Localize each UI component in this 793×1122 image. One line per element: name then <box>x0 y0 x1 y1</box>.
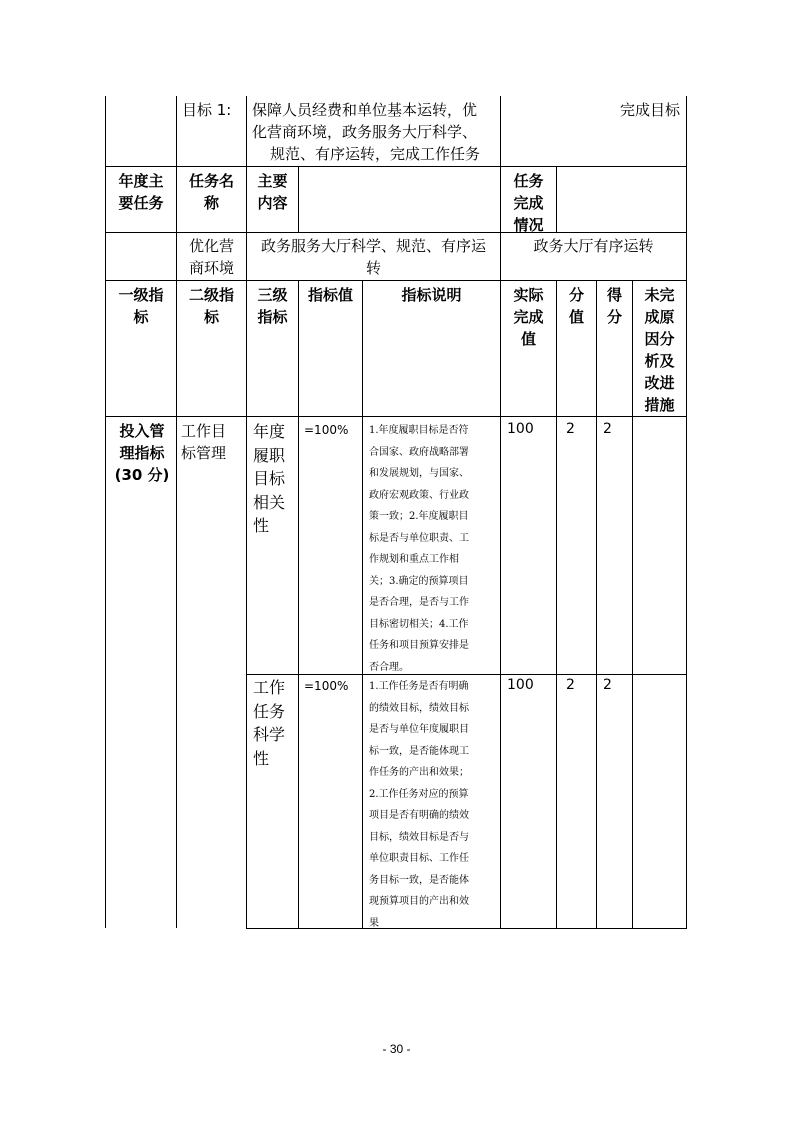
row2-level3-line: 科学 <box>253 725 286 744</box>
rule-right <box>686 96 687 928</box>
header-level2-line: 标 <box>203 308 219 326</box>
row1-description-line: 是否合理，是否与工作 <box>369 597 469 608</box>
row2-description-line: 是否与单位年度履职目 <box>369 724 469 735</box>
header-completion <box>501 170 556 236</box>
header-got <box>597 284 632 328</box>
row2-level3-line: 工作 <box>253 678 286 697</box>
row2-description-line: 的绩效目标，绩效目标 <box>369 702 469 714</box>
row2-description-line: 项目是否有明确的绩效 <box>369 810 469 821</box>
row1-level3-line: 性 <box>253 516 270 535</box>
row2-level3-line: 性 <box>253 748 270 768</box>
task-name-line: 商环境 <box>188 259 234 277</box>
row1-description-line: 和发展规划，与国家、 <box>369 468 469 479</box>
row1-level3 <box>253 420 297 538</box>
row1-description-line: 合国家、政府战略部署 <box>369 446 469 458</box>
row1-level3-line: 目标 <box>253 469 286 488</box>
row1-level2 <box>181 420 245 464</box>
header-actual-line: 完成 <box>513 308 544 326</box>
task-content-line: 政务服务大厅科学、规范、有序运 <box>260 237 486 255</box>
rule-ind-col6 <box>500 280 501 928</box>
header-completion-line: 任务 <box>513 172 544 190</box>
row1-level1-line: 投入管 <box>119 422 165 440</box>
task-completion: 政务大厅有序运转 <box>533 237 654 255</box>
rule-ind-col5 <box>362 280 363 928</box>
rule-left <box>105 96 106 928</box>
header-reason-line: 因分 <box>644 330 675 348</box>
header-actual-line: 实际 <box>513 286 544 304</box>
header-completion-line: 完成 <box>513 194 544 212</box>
header-level2 <box>177 284 246 328</box>
row2-description-line: 单位职责目标、工作任 <box>369 853 469 864</box>
header-completion-line: 情况 <box>513 216 544 234</box>
row1-level3-line: 履职 <box>253 445 286 465</box>
row1-actual: 100 <box>507 421 534 437</box>
goal-label: 目标 1: <box>182 101 232 119</box>
header-reason-line: 析及 <box>644 352 675 370</box>
rule-task-header-col <box>298 166 299 232</box>
header-main-content-line: 主要 <box>257 172 288 190</box>
header-score <box>557 284 596 328</box>
goal-content-line: 化营商环境，政务服务大厅科学、 <box>252 123 478 141</box>
row2-description-line: 现预算项目的产出和效 <box>369 896 469 907</box>
row2-got: 2 <box>603 677 612 693</box>
row2-description <box>369 676 500 934</box>
row1-level3-line: 相关 <box>253 492 286 512</box>
row2-value: =100% <box>304 679 349 693</box>
row1-description-line: 任务和项目预算安排是 <box>369 640 469 651</box>
row1-description-line: 政府宏观政策、行业政 <box>369 489 469 501</box>
header-actual <box>501 284 556 350</box>
row1-level1-line: (30 分) <box>114 466 170 484</box>
rule-ind-col4 <box>298 280 299 928</box>
header-level3-line: 三级 <box>257 286 288 304</box>
rule-goal-bottom <box>105 166 687 167</box>
row2-description-line: 1.工作任务是否有明确 <box>369 681 469 692</box>
header-level3 <box>247 284 298 328</box>
row2-description-line: 目标，绩效目标是否与 <box>369 831 469 843</box>
header-reason-line: 措施 <box>644 396 675 414</box>
row2-score: 2 <box>566 677 575 693</box>
header-reason-line: 成原 <box>644 308 675 326</box>
rule-task-header-col2 <box>556 166 557 232</box>
header-annual-task <box>107 170 175 214</box>
row1-got: 2 <box>603 421 612 437</box>
row1-value: =100% <box>304 423 349 437</box>
row2-description-line: 务目标一致，是否能体 <box>369 874 469 886</box>
rule-task-header-bottom <box>105 232 687 233</box>
rule-col3 <box>246 96 247 928</box>
row2-description-line: 2.工作任务对应的预算 <box>369 788 469 800</box>
goal-content-line: 保障人员经费和单位基本运转，优 <box>252 101 478 119</box>
row1-description-line: 策一致；2.年度履职目 <box>369 511 469 522</box>
row1-score: 2 <box>566 421 575 437</box>
rule-indicator-header-bottom <box>105 416 687 417</box>
row1-description-line: 1.年度履职目标是否符 <box>369 425 469 436</box>
header-got-line: 得 <box>606 286 622 304</box>
header-reason <box>633 284 686 416</box>
task-name <box>177 235 246 279</box>
row1-description-line: 标是否与单位职责、工 <box>369 532 469 544</box>
row2-description-line: 果 <box>369 917 379 929</box>
header-actual-line: 值 <box>520 330 536 348</box>
rule-ind-col8 <box>596 280 597 928</box>
row1-level1 <box>108 420 176 486</box>
header-reason-line: 改进 <box>644 374 675 392</box>
row2-actual: 100 <box>507 677 534 693</box>
header-level2-line: 二级指 <box>188 286 234 304</box>
row1-description-line: 作规划和重点工作相 <box>369 554 459 565</box>
header-level1 <box>107 284 175 328</box>
page-number: - 30 - <box>382 1042 411 1056</box>
goal-content <box>252 99 500 165</box>
task-content <box>247 235 500 279</box>
goal-content-line: 规范、有序运转，完成工作任务 <box>270 145 481 163</box>
header-score-line: 分 <box>568 286 584 304</box>
rule-ind-col7 <box>556 280 557 928</box>
row2-level3-line: 任务 <box>253 701 286 721</box>
header-task-name-line: 任务名 <box>188 172 234 190</box>
header-level3-line: 指标 <box>257 308 288 326</box>
header-task-name <box>177 170 246 214</box>
row1-level2-line: 工作目 <box>181 422 227 440</box>
row2-level3 <box>253 676 297 770</box>
header-level1-line: 标 <box>133 308 149 326</box>
header-task-name-line: 称 <box>203 194 219 212</box>
header-annual-task-line: 要任务 <box>118 194 164 212</box>
rule-task-row-bottom <box>105 280 687 281</box>
header-main-content-line: 内容 <box>257 194 288 212</box>
header-description: 指标说明 <box>401 286 462 304</box>
task-content-line: 转 <box>365 259 381 277</box>
header-value: 指标值 <box>307 286 353 304</box>
row1-description <box>369 420 500 678</box>
header-main-content <box>247 170 298 214</box>
header-reason-line: 未完 <box>644 286 675 304</box>
header-annual-task-line: 年度主 <box>118 172 164 190</box>
task-name-line: 优化营 <box>188 237 234 255</box>
header-score-line: 值 <box>568 308 584 326</box>
row1-level1-line: 理指标 <box>119 444 165 462</box>
row1-description-line: 否合理。 <box>369 661 409 673</box>
goal-status: 完成目标 <box>619 101 680 119</box>
row1-description-line: 关；3.确定的预算项目 <box>369 575 469 587</box>
rule-col2 <box>176 96 177 928</box>
row2-description-line: 作任务的产出和效果； <box>369 767 469 778</box>
row1-level2-line: 标管理 <box>181 444 227 462</box>
row2-description-line: 标一致，是否能体现工 <box>369 745 469 757</box>
row1-description-line: 目标密切相关；4.工作 <box>369 618 469 630</box>
header-got-line: 分 <box>606 308 622 326</box>
header-level1-line: 一级指 <box>118 286 164 304</box>
row1-level3-line: 年度 <box>253 422 286 441</box>
